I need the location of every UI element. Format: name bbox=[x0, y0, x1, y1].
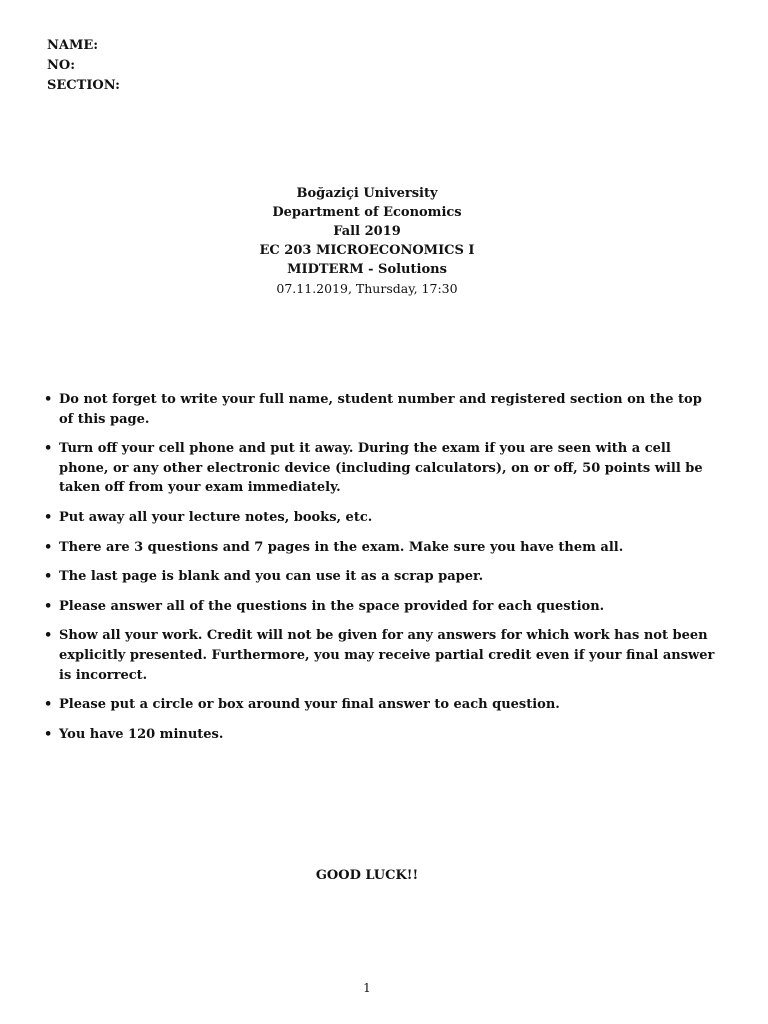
closing-message: GOOD LUCK!! bbox=[315, 868, 419, 883]
section-label: SECTION: bbox=[47, 78, 120, 93]
instruction-text: Put away all your lecture notes, books, etc. bbox=[59, 509, 373, 525]
name-label: NAME: bbox=[47, 38, 99, 53]
instruction-item bbox=[44, 538, 716, 558]
instruction-item bbox=[44, 626, 716, 685]
bullet-icon: • bbox=[44, 539, 53, 555]
instruction-text: Turn off your cell phone and put it away. During the exam if you are seen with a cell phone, or any other electronic device (including calculators), on or off, 50 points will be taken off from your exam immediately. bbox=[59, 441, 703, 496]
bullet-icon: • bbox=[44, 509, 53, 525]
bullet-icon: • bbox=[44, 598, 53, 614]
instruction-text: Do not forget to write your full name, student number and registered section on the top of this page. bbox=[59, 392, 702, 427]
instruction-text: There are 3 questions and 7 pages in the exam. Make sure you have them all. bbox=[59, 539, 624, 555]
student-info-fields bbox=[47, 36, 120, 96]
instruction-item bbox=[44, 725, 716, 745]
bullet-icon: • bbox=[44, 569, 53, 585]
instruction-item bbox=[44, 567, 716, 587]
instruction-item bbox=[44, 439, 716, 498]
bullet-icon: • bbox=[44, 697, 53, 713]
instruction-text: Show all your work. Credit will not be given for any answers for which work has not been explicitly presented. Furthermore, you may receive partial credit even if your final answer is incorrect. bbox=[59, 628, 715, 683]
instruction-text: The last page is blank and you can use it as a scrap paper. bbox=[59, 569, 484, 585]
number-label: NO: bbox=[47, 58, 76, 73]
instruction-text: Please answer all of the questions in the space provided for each question. bbox=[59, 598, 605, 614]
bullet-icon: • bbox=[44, 392, 53, 407]
course-title: EC 203 MICROECONOMICS I bbox=[259, 243, 475, 258]
bullet-icon: • bbox=[44, 628, 53, 644]
page-number: 1 bbox=[363, 981, 371, 995]
bullet-icon: • bbox=[44, 726, 53, 742]
term: Fall 2019 bbox=[333, 224, 401, 239]
bullet-icon: • bbox=[44, 441, 53, 457]
exam-datetime: 07.11.2019, Thursday, 17:30 bbox=[276, 281, 458, 296]
instruction-item bbox=[44, 508, 716, 528]
exam-header bbox=[0, 184, 734, 298]
instruction-item bbox=[44, 390, 716, 429]
instruction-text: Please put a circle or box around your final answer to each question. bbox=[59, 697, 560, 713]
department-name: Department of Economics bbox=[272, 205, 462, 220]
instruction-item bbox=[44, 597, 716, 617]
instruction-item bbox=[44, 695, 716, 715]
instruction-text: You have 120 minutes. bbox=[59, 726, 224, 742]
instructions-list bbox=[44, 390, 716, 754]
exam-title: MIDTERM - Solutions bbox=[287, 262, 447, 277]
university-name: Boğaziçi University bbox=[296, 186, 438, 201]
